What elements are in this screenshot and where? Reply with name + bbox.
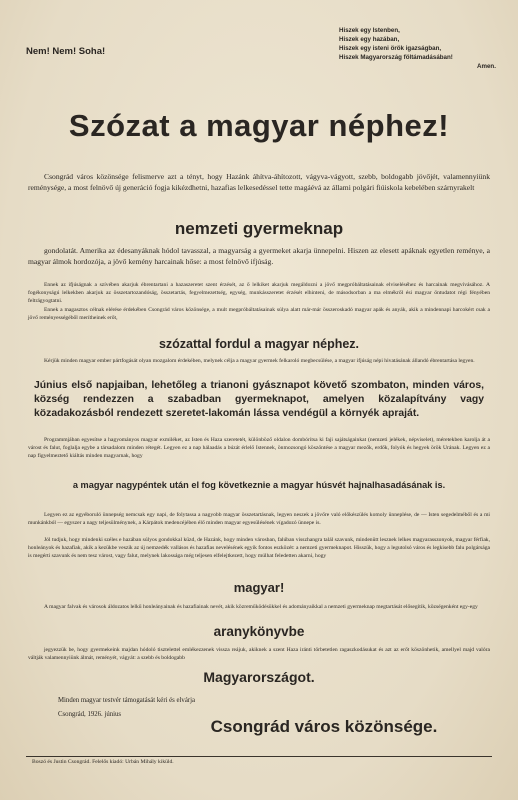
prayer-line: Hiszek Magyarország föltámadásában! <box>339 54 453 61</box>
paragraph-intro: Csongrád város közönsége felismerve azt a tényt, hogy Hazánk áhítva-áhítozott, vágyva-vágyott, szebb, boldogabb jövőjét, valamennyiünk reménysége, a most felnövő új generáció fogja kikézdhetni, hazafias lelkesedéssel tette magáévá az állami polgári fiúiskola kebelében szárnyrakelt <box>28 172 490 192</box>
heading-magyarorszag: Magyarországot. <box>203 669 315 685</box>
prayer-amen: Amen. <box>477 63 496 70</box>
heading-szozat: szózattal fordul a magyar néphez. <box>158 337 360 351</box>
heading-gyermeknap: nemzeti gyermeknap <box>174 219 344 238</box>
bold-announcement: Június első napjaiban, lehetőleg a trianoni gyásznapot követő szombaton, minden város, község rendezzen a szabadban gyermeknapot, amelyen közalapítvány vagy közadakozásból rendezett szeretet-lakomán lássa vendégül a környék apraját. <box>34 380 484 419</box>
paragraph-names: A magyar falvak és városok áldozatos lelkű honleányainak és hazafiainak nevét, akik közreműködésükkel és adományaikkal a nemzeti gyermeknap megtartását elősegítik, községenként egy-egy <box>44 604 478 610</box>
heading-aranykonyv: aranykönyvbe <box>213 624 305 639</box>
closing-request: Minden magyar testvér támogatását kéri és elvárja <box>58 697 196 704</box>
prayer-block <box>339 26 496 71</box>
center-statement: a magyar nagypéntek után el fog következnie a magyar húsvét hajnalhasadásának is. <box>72 480 446 490</box>
paragraph-hope: Jól tudjuk, hogy mindenki széles e hazában súlyos gondokkal küzd, de Hazánk, hogy minden városban, falúban visszhangra talál szavunk, mindenütt lesznek lelkes magyarasszonyok, magyar férfiak, honleányok és hazafiak, akik a kezükbe veszik az új nemzedék vallásos és hazafias nevelésének egyik fontos eszközét: a nemzeti gyermeknapot. Hisszük, hogy a legutolsó város és legkisebb falu polgársága is megérti szavunk és nem tesz várost, vagy falut, melynek lakossága még teljesen elfelejtkezett, hogy múlhat feledetten akarni, hogy <box>28 537 490 560</box>
prayer-line: Hiszek egy hazában, <box>339 36 400 43</box>
signature: Csongrád város közönsége. <box>210 717 438 736</box>
page-title: Szózat a magyar néphez! <box>68 108 450 143</box>
prayer-line: Hiszek egy isteni örök igazságban, <box>339 45 442 52</box>
printer-footer: Boszó és Justin Csongrád. Felelős kiadó: Urbán Mihály kiküld. <box>26 756 492 773</box>
heading-magyar: magyar! <box>233 580 285 595</box>
paragraph-celebration: Legyen ez az egyéboruló ünnepség nemcsak egy napi, de folytassa a nagyobb magyar összetartásnak, legyen neszek a jövőre való előkészülés komoly ünneplése, de — Isten segedelméből és a mi munkánkból — egyszer a nagy teljesülménynek, a Kárpátok medencéjében élő minden magyar egyesülésének vígadozó ünnepe is. <box>28 512 490 527</box>
motto: Nem! Nem! Soha! <box>26 46 106 57</box>
closing-date: Csongrád, 1926. június <box>58 711 122 718</box>
prayer-line: Hiszek egy Istenben, <box>339 27 400 34</box>
paragraph-request: Kérjük minden magyar ember pártfogását olyan mozgalom érdekében, melynek célja a magyar gyermek felkaroló megbecsülése, a magyar ifjúság népi hivatásának állandó ébrentartása legyen. <box>44 358 475 364</box>
paragraph-program: Programmjában egyesítse a hagyományos magyar exmiléket, az Isten és Haza szeretetét, különböző oldalon dombórítsa ki faji sajátságainkat (nemzeti jelékek, népviselet), méretekben karolja át a várost és falut, foglalja egybe a társadalom minden rétegét. Legyen ez a nap hálaadás a búzát érlelő Istennek, önmozsongó köszöntése a magyar mezők, erdők, folyók és hegyek örök Urának. Legyen ez a nap figyelmeztető kiáltás minden magyarnak, hogy <box>28 437 490 460</box>
paragraph-america: gondolatát. Amerika az édesanyáknak hódol tavasszal, a magyarság a gyermeket akarja ünnepelni. Hiszen az elesett apáknak egyetlen reménye, a magyar álmok hordozója, a jövő kemény harcainak hőse: a most felnövő ifjúság. <box>28 246 490 266</box>
paragraph-purpose: Ennek a magasztos célnak elérése érdekében Csongrád város közönsége, a mult megpróbáltatásainak súlya alatt már-már összeroskadó magyar apák és anyák, akik a mindennapi harcokért csak a jövő reményességéből merítheinek erőt, <box>28 307 490 322</box>
paragraph-youth: Ennek az ifjúságnak a szívében akarjuk ébrentartani a hazaszeretet szent érzését, az ő lelkiket akarjuk megáldozni a jövő megpróbáltatásainak elviseléséhez és harcainak megvívásához. A fogékonyságú lelkekben akarjuk az összetartozandóság, összetartás, fegyelmezettség, egység, munkásszeretet érzését elhinteni, de másodsorban a ma elmékről ési magyar öntudatot régi fényében feltrágyogtatni. <box>28 282 490 305</box>
paragraph-gratitude: jegyezzük be, hogy gyermekeink majdan hódoló tisztelettel emlékezzenek vissza reájuk, akiknek a szent Haza iránti törbetetlen ragaszkodásukat és azt az erőt köszönhetik, amellyel majd valóra váltják valamennyiünk álmát, reményét, vágyát: a szebb és boldogabb <box>28 647 490 662</box>
